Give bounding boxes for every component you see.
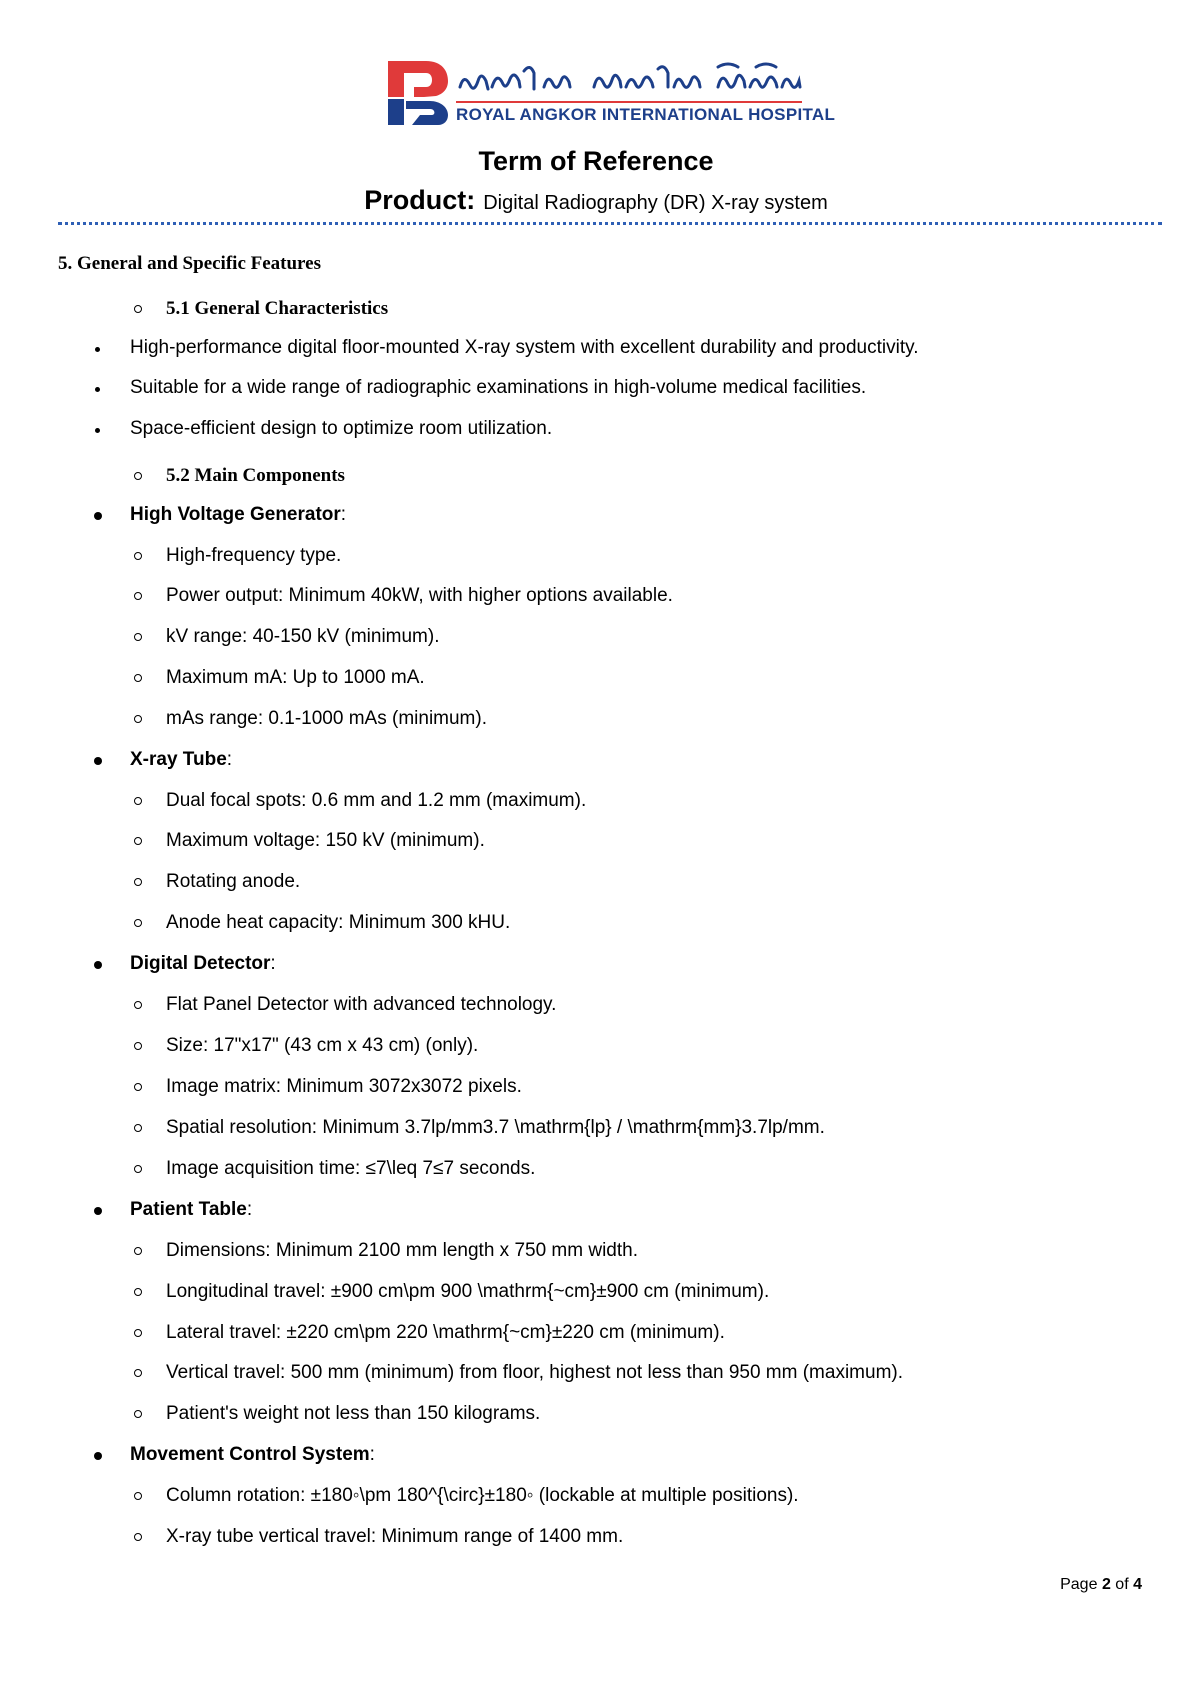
list-item-text: Rotating anode. bbox=[166, 871, 301, 892]
circle-bullet-icon bbox=[134, 674, 142, 682]
bullet-icon bbox=[94, 1207, 102, 1215]
circle-bullet-icon bbox=[134, 1165, 142, 1173]
circle-bullet-icon bbox=[134, 1288, 142, 1296]
product-line bbox=[0, 185, 1192, 216]
subheading-general: 5.1 General Characteristics bbox=[166, 298, 389, 319]
group-title: Patient Table bbox=[130, 1199, 247, 1220]
page-word: Page bbox=[1060, 1576, 1098, 1593]
hospital-logo bbox=[384, 57, 836, 129]
list-item-text: Size: 17"x17" (43 cm x 43 cm) (only). bbox=[166, 1035, 479, 1056]
hospital-logo-icon bbox=[384, 57, 450, 129]
circle-bullet-icon bbox=[134, 797, 142, 805]
logo-english-name: ROYAL ANGKOR INTERNATIONAL HOSPITAL bbox=[456, 105, 836, 124]
group-title: X-ray Tube bbox=[130, 749, 227, 770]
list-item-text: Maximum voltage: 150 kV (minimum). bbox=[166, 830, 485, 851]
list-item-text: Spatial resolution: Minimum 3.7lp/mm3.7 \mathrm{lp} / \mathrm{mm}3.7lp/mm. bbox=[166, 1117, 825, 1138]
logo-khmer-script bbox=[456, 61, 810, 95]
list-item-text: Suitable for a wide range of radiographic examinations in high-volume medical facilities. bbox=[130, 377, 867, 398]
list-item-text: Longitudinal travel: ±900 cm\pm 900 \mathrm{~cm}±900 cm (minimum). bbox=[166, 1281, 770, 1302]
circle-bullet-icon bbox=[134, 633, 142, 641]
group-title: Digital Detector bbox=[130, 953, 271, 974]
circle-bullet-icon bbox=[134, 837, 142, 845]
circle-bullet-icon bbox=[134, 1492, 142, 1500]
circle-bullet-icon bbox=[134, 472, 142, 480]
list-item-text: Vertical travel: 500 mm (minimum) from floor, highest not less than 950 mm (maximum). bbox=[166, 1362, 904, 1383]
circle-bullet-icon bbox=[134, 592, 142, 600]
page-number bbox=[1060, 1576, 1142, 1594]
list-item-text: kV range: 40-150 kV (minimum). bbox=[166, 626, 440, 647]
circle-bullet-icon bbox=[134, 919, 142, 927]
section-heading: 5. General and Specific Features bbox=[58, 253, 321, 274]
group-title: High Voltage Generator bbox=[130, 504, 341, 525]
list-item-text: Lateral travel: ±220 cm\pm 220 \mathrm{~cm}±220 cm (minimum). bbox=[166, 1322, 725, 1343]
list-item-text: X-ray tube vertical travel: Minimum range of 1400 mm. bbox=[166, 1526, 624, 1547]
list-item-text: High-frequency type. bbox=[166, 545, 342, 566]
subheading-components: 5.2 Main Components bbox=[166, 465, 345, 486]
circle-bullet-icon bbox=[134, 552, 142, 560]
circle-bullet-icon bbox=[134, 305, 142, 313]
circle-bullet-icon bbox=[134, 1042, 142, 1050]
bullet-icon bbox=[95, 387, 100, 392]
page-total: 4 bbox=[1133, 1576, 1142, 1593]
bullet-icon bbox=[94, 757, 102, 765]
page-current: 2 bbox=[1101, 1576, 1111, 1593]
bullet-icon bbox=[95, 428, 100, 433]
bullet-icon bbox=[95, 347, 100, 352]
circle-bullet-icon bbox=[134, 1001, 142, 1009]
product-label: Product: bbox=[364, 185, 476, 215]
list-item-text: High-performance digital floor-mounted X-ray system with excellent durability and productivity. bbox=[130, 337, 919, 358]
circle-bullet-icon bbox=[134, 878, 142, 886]
list-item-text: Image acquisition time: ≤7\leq 7≤7 seconds. bbox=[166, 1158, 536, 1179]
list-item-text: Image matrix: Minimum 3072x3072 pixels. bbox=[166, 1076, 522, 1097]
list-item-text: Anode heat capacity: Minimum 300 kHU. bbox=[166, 912, 511, 933]
document-title: Term of Reference bbox=[478, 146, 714, 176]
logo-divider bbox=[456, 101, 802, 103]
list-item-text: Dimensions: Minimum 2100 mm length x 750 mm width. bbox=[166, 1240, 639, 1261]
circle-bullet-icon bbox=[134, 1247, 142, 1255]
circle-bullet-icon bbox=[134, 1369, 142, 1377]
bullet-icon bbox=[94, 1452, 102, 1460]
product-value: Digital Radiography (DR) X-ray system bbox=[483, 192, 828, 214]
list-item-text: Power output: Minimum 40kW, with higher options available. bbox=[166, 585, 673, 606]
list-item-text: Column rotation: ±180◦\pm 180^{\circ}±180◦ (lockable at multiple positions). bbox=[166, 1485, 799, 1506]
list-item-text: Space-efficient design to optimize room utilization. bbox=[130, 418, 553, 439]
of-word: of bbox=[1115, 1576, 1129, 1593]
group-title: Movement Control System bbox=[130, 1444, 370, 1465]
bullet-icon bbox=[94, 961, 102, 969]
list-item-text: mAs range: 0.1-1000 mAs (minimum). bbox=[166, 708, 487, 729]
circle-bullet-icon bbox=[134, 1083, 142, 1091]
circle-bullet-icon bbox=[134, 1533, 142, 1541]
circle-bullet-icon bbox=[134, 715, 142, 723]
circle-bullet-icon bbox=[134, 1124, 142, 1132]
list-item-text: Dual focal spots: 0.6 mm and 1.2 mm (maximum). bbox=[166, 790, 587, 811]
list-item-text: Patient's weight not less than 150 kilograms. bbox=[166, 1403, 541, 1424]
bullet-icon bbox=[94, 512, 102, 520]
header-divider bbox=[58, 222, 1162, 225]
list-item-text: Maximum mA: Up to 1000 mA. bbox=[166, 667, 425, 688]
list-item-text: Flat Panel Detector with advanced technology. bbox=[166, 994, 557, 1015]
circle-bullet-icon bbox=[134, 1410, 142, 1418]
circle-bullet-icon bbox=[134, 1329, 142, 1337]
